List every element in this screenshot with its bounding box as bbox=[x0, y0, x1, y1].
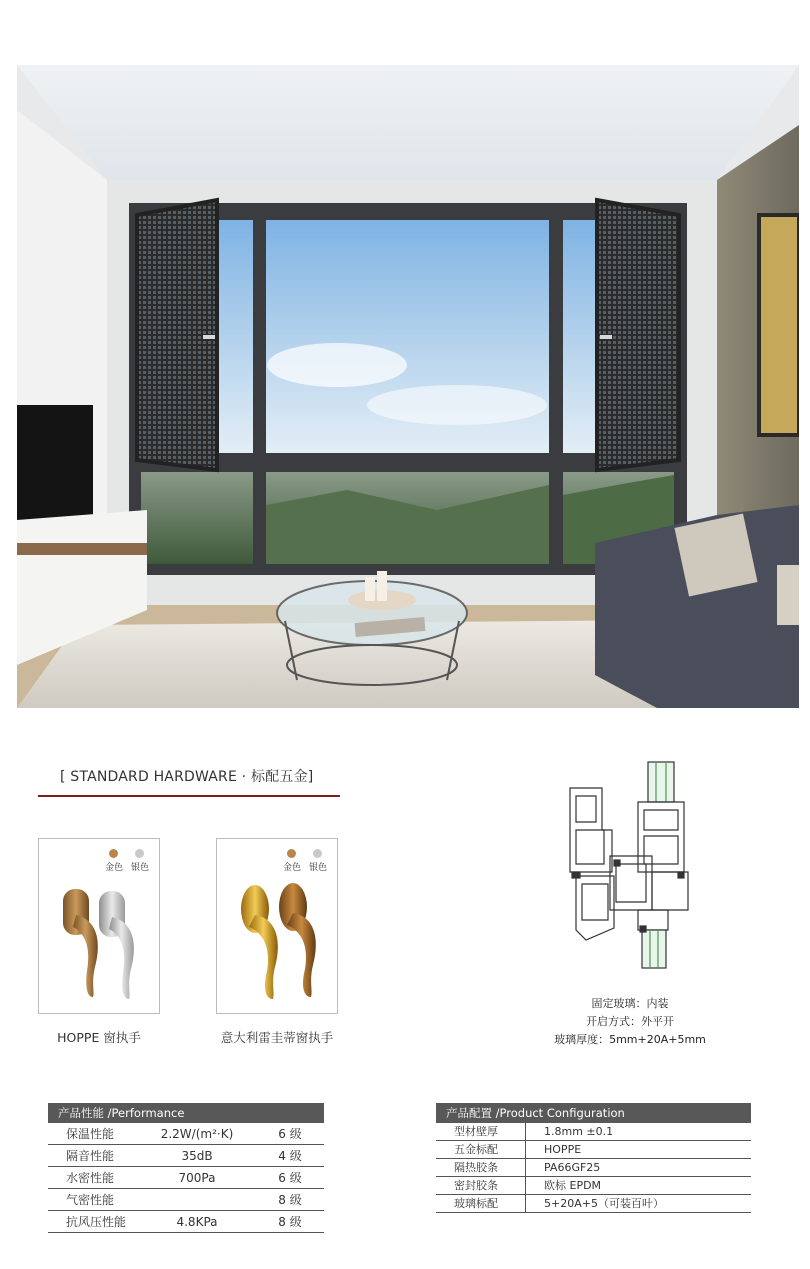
hardware-title-rule bbox=[38, 795, 340, 797]
hardware-section-title: [ STANDARD HARDWARE · 标配五金] bbox=[60, 769, 314, 785]
table-row: 五金标配 HOPPE bbox=[436, 1141, 751, 1159]
configuration-table-header: 产品配置 /Product Configuration bbox=[436, 1103, 751, 1123]
color-swatches bbox=[105, 849, 149, 873]
color-swatches bbox=[283, 849, 327, 873]
silver-swatch bbox=[131, 849, 149, 873]
spec-glass-thickness: 玻璃厚度：5mm+20A+5mm bbox=[554, 1033, 706, 1046]
silver-dot-icon bbox=[135, 849, 144, 858]
table-row: 玻璃标配 5+20A+5（可装百叶） bbox=[436, 1195, 751, 1213]
spec-opening-method: 开启方式：外平开 bbox=[586, 1015, 674, 1028]
performance-table bbox=[48, 1103, 324, 1233]
table-row: 气密性能 8 级 bbox=[48, 1189, 324, 1211]
table-row: 密封胶条 欧标 EPDM bbox=[436, 1177, 751, 1195]
swatch-label: 银色 bbox=[308, 863, 327, 873]
italian-handle-card bbox=[216, 838, 338, 1014]
gold-dot-icon bbox=[109, 849, 118, 858]
configuration-table bbox=[436, 1103, 751, 1213]
performance-table-header: 产品性能 /Performance bbox=[48, 1103, 324, 1123]
table-row: 隔热胶条 PA66GF25 bbox=[436, 1159, 751, 1177]
spec-fixed-glass: 固定玻璃：内装 bbox=[591, 997, 669, 1010]
gold-dot-icon bbox=[287, 849, 296, 858]
swatch-label: 金色 bbox=[104, 863, 123, 873]
table-row: 水密性能 700Pa 6 级 bbox=[48, 1167, 324, 1189]
hoppe-handle-caption: HOPPE 窗执手 bbox=[57, 1030, 141, 1045]
table-row: 型材壁厚 1.8mm ±0.1 bbox=[436, 1123, 751, 1141]
table-row: 隔音性能 35dB 4 级 bbox=[48, 1145, 324, 1167]
window-profile-cross-section bbox=[552, 760, 708, 972]
gold-swatch bbox=[283, 849, 301, 873]
swatch-label: 银色 bbox=[130, 863, 149, 873]
silver-swatch bbox=[309, 849, 327, 873]
room-illustration bbox=[17, 65, 799, 708]
italian-handle-caption: 意大利雷圭蒂窗执手 bbox=[220, 1030, 334, 1045]
swatch-label: 金色 bbox=[282, 863, 301, 873]
silver-dot-icon bbox=[313, 849, 322, 858]
hero-room-image bbox=[17, 65, 799, 708]
table-row: 抗风压性能 4.8KPa 8 级 bbox=[48, 1211, 324, 1233]
hoppe-handle-image bbox=[49, 875, 149, 1005]
table-row: 保温性能 2.2W/(m²·K) 6 级 bbox=[48, 1123, 324, 1145]
italian-handle-image bbox=[227, 875, 327, 1005]
gold-swatch bbox=[105, 849, 123, 873]
hoppe-handle-card bbox=[38, 838, 160, 1014]
